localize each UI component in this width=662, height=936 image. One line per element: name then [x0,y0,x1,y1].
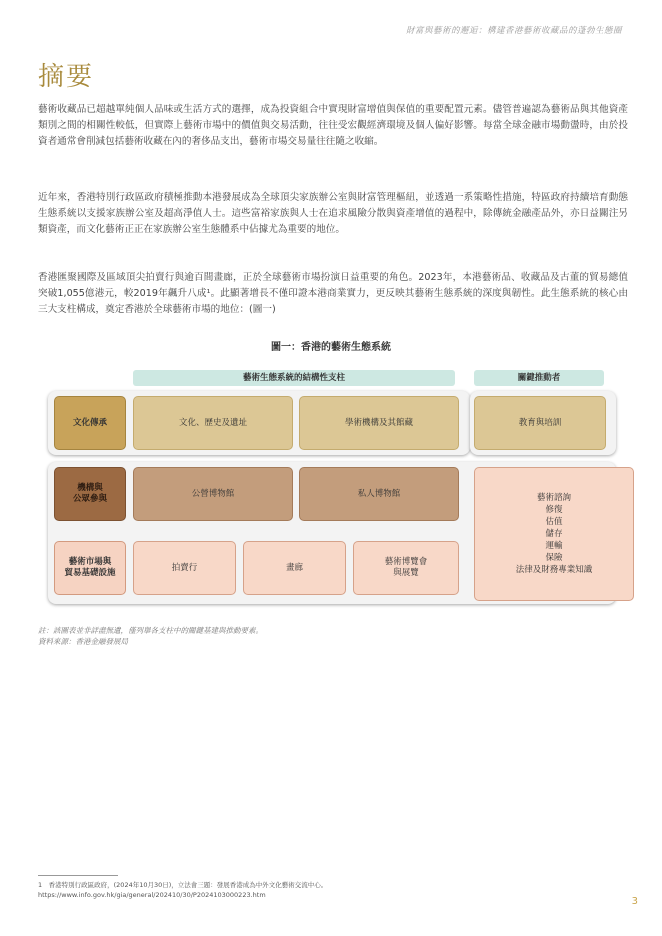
service-item: 運輸 [545,541,563,551]
education-training-box: 教育與培訓 [474,396,606,450]
footnote-divider [38,875,118,876]
culture-history-box: 文化、歷史及遺址 [133,396,293,450]
footnote [38,880,327,900]
culture-heritage-head: 文化傳承 [54,396,126,450]
public-museums-box: 公營博物館 [133,467,293,521]
service-item: 儲存 [545,529,563,539]
art-market-head: 藝術市場與 貿易基礎設施 [54,541,126,595]
private-museums-box: 私人博物館 [299,467,459,521]
academic-institutions-box: 學術機構及其館藏 [299,396,459,450]
figure-note: 註：該圖表並非詳盡無遺，僅列舉各支柱中的關鍵基建與推動要素。 [38,626,263,635]
summary-paragraph-2: 近年來，香港特別行政區政府積極推動本港發展成為全球頂尖家族辦公室與財富管理樞紐，並透過一系策略性措施，特區政府持續培育動態生態系統以支援家族辦公室及超高淨值人士。這些富裕家族與人士在追求風險分散與資產增值的過程中，除傳統金融產品外，亦日益關注另類資產，而文化藝術正正在家族辦公室生態體系中佔據尤為重要的地位。 [38,192,628,235]
auction-houses-box: 拍賣行 [133,541,236,595]
footnote-text: 1 香港特別行政區政府，(2024年10月30日)，立法會三題：發展香港成為中外文化藝術交流中心。 [38,881,328,889]
art-fairs-box: 藝術博覽會 與展覽 [353,541,459,595]
pillars-header-pill: 藝術生態系統的結構性支柱 [133,370,455,386]
galleries-box: 畫廊 [243,541,346,595]
service-item: 藝術諮詢 [536,493,571,503]
service-item: 法律及財務專業知識 [515,565,593,575]
service-item: 保險 [545,553,563,563]
running-header: 財富與藝術的邂逅：構建香港藝術收藏品的蓬勃生態圈 [405,26,622,36]
footnote-url[interactable]: https://www.info.gov.hk/gia/general/202410/30/P2024103000223.htm [38,891,266,899]
service-item: 修復 [545,505,563,515]
professional-services-box [474,467,634,601]
service-item: 估值 [545,517,563,527]
summary-paragraph-1: 藝術收藏品已超越單純個人品味或生活方式的選擇，成為投資組合中實現財富增值與保值的重要配置元素。儘管普遍認為藝術品與其他資產類別之間的相關性較低，但實際上藝術市場中的價值與交易活動，往往受宏觀經濟環境及個人偏好影響。每當全球金融市場動盪時，由於投資者通常會削減包括藝術收藏在內的奢侈品支出，藝術市場交易量往往隨之收縮。 [38,104,628,147]
institutions-head: 機構與 公眾參與 [54,467,126,521]
figure-title: 圖一：香港的藝術生態系統 [271,342,391,353]
figure-source: 資料來源：香港金融發展局 [38,637,128,646]
summary-paragraph-3: 香港匯聚國際及區域頂尖拍賣行與逾百間畫廊，正於全球藝術市場扮演日益重要的角色。2023年，本港藝術品、收藏品及古董的貿易總值突破1,055億港元，較2019年飆升八成¹。此顯著增長不僅印證本港商業實力，更反映其藝術生態系統的深度與韌性。此生態系統的核心由三大支柱構成，奠定香港於全球藝術市場的地位：(圖一) [38,272,628,315]
page-title: 摘要 [38,62,95,92]
enablers-header-pill: 關鍵推動者 [474,370,604,386]
page-number: 3 [631,896,638,907]
